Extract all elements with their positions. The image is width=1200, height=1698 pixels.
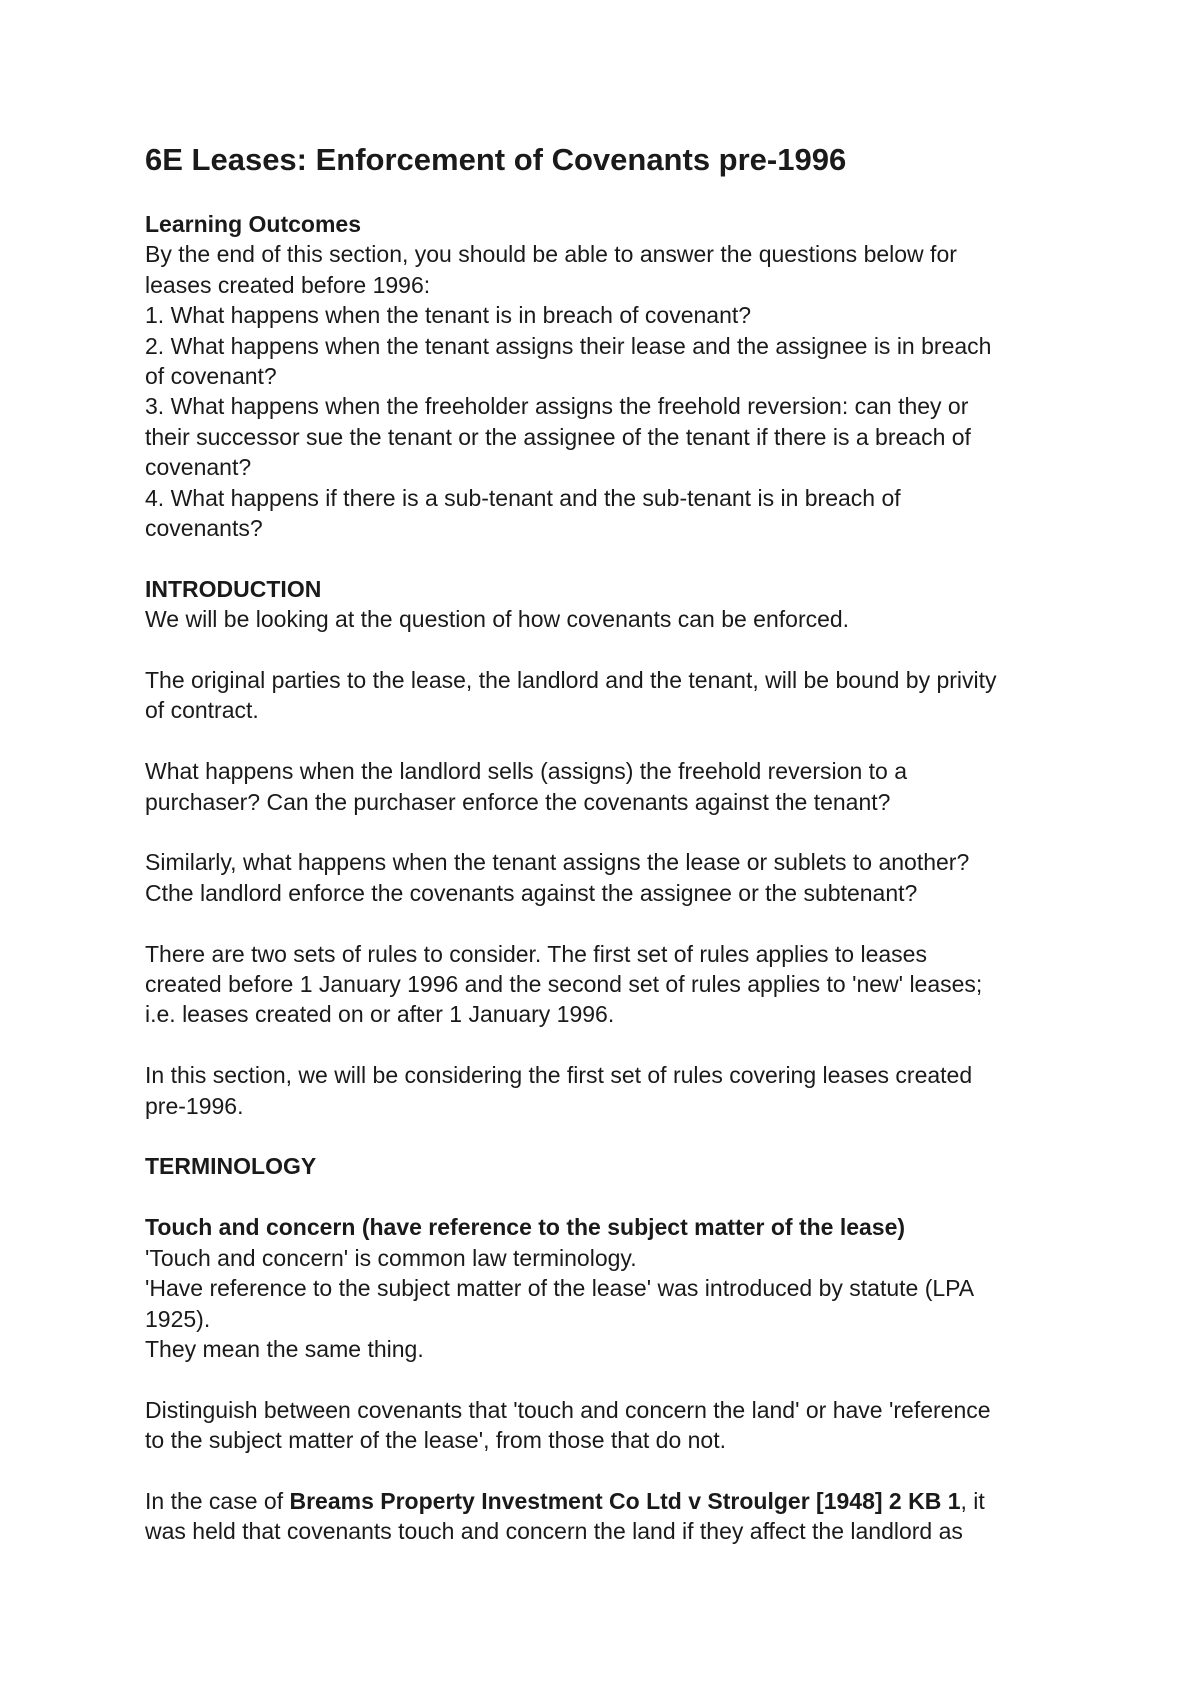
terminology-subheading: Touch and concern (have reference to the subject matter of the lease) [145,1214,906,1241]
paragraph-line: 'Have reference to the subject matter of the lease' was introduced by statute (LPA [145,1275,975,1302]
list-item: 4. What happens if there is a sub-tenant and the sub-tenant is in breach of [145,484,901,511]
paragraph-line: There are two sets of rules to consider. The first set of rules applies to leases [145,940,927,967]
paragraph-gap [145,1364,1065,1394]
introduction-heading: INTRODUCTION [145,575,322,602]
paragraph-line: The original parties to the lease, the landlord and the tenant, will be bound by privity [145,667,997,694]
document-page [145,140,1065,1547]
paragraph-gap [145,726,1065,756]
paragraph-line: In this section, we will be considering the first set of rules covering leases created [145,1062,973,1089]
text-line: covenants? [145,515,263,542]
paragraph-gap [145,1030,1065,1060]
paragraph-line: 1925). [145,1305,211,1332]
terminology-heading: TERMINOLOGY [145,1153,317,1180]
paragraph-line: 'Touch and concern' is common law terminology. [145,1244,637,1271]
text-line: their successor sue the tenant or the assignee of the tenant if there is a breach of [145,423,971,450]
paragraph-gap [145,1182,1065,1212]
learning-outcomes-section [145,209,1065,543]
text-line: of covenant? [145,363,277,390]
text-line: leases created before 1996: [145,271,431,298]
case-intro-text: In the case of [145,1487,290,1514]
page-title: 6E Leases: Enforcement of Covenants pre-1996 [145,142,847,177]
paragraph-line: to the subject matter of the lease', from those that do not. [145,1427,726,1454]
list-item: 2. What happens when the tenant assigns their lease and the assignee is in breach [145,332,992,359]
case-name: Breams Property Investment Co Ltd v Stroulger [1948] 2 KB 1 [289,1487,961,1514]
paragraph-line: They mean the same thing. [145,1335,424,1362]
paragraph-line: We will be looking at the question of how covenants can be enforced. [145,606,850,633]
list-item: 3. What happens when the freeholder assigns the freehold reversion: can they or [145,393,969,420]
paragraph-line: was held that covenants touch and concern the land if they affect the landlord as [145,1518,963,1545]
learning-outcomes-heading: Learning Outcomes [145,211,361,237]
paragraph-gap [145,1121,1065,1151]
paragraph-line: What happens when the landlord sells (assigns) the freehold reversion to a [145,758,907,785]
paragraph-gap [145,1456,1065,1486]
list-item: 1. What happens when the tenant is in breach of covenant? [145,302,752,329]
paragraph-gap [145,908,1065,938]
paragraph-line: Similarly, what happens when the tenant assigns the lease or sublets to another? [145,849,970,876]
case-citation-line [145,1486,1065,1516]
paragraph-line: of contract. [145,697,259,724]
paragraph-line: i.e. leases created on or after 1 January 1996. [145,1001,615,1028]
text-line: By the end of this section, you should be able to answer the questions below for [145,241,957,268]
paragraph-line: Cthe landlord enforce the covenants against the assignee or the subtenant? [145,879,918,906]
case-trailing-text: , it [960,1487,985,1514]
text-line: covenant? [145,454,252,481]
paragraph-gap [145,817,1065,847]
terminology-section [145,1151,1065,1546]
paragraph-line: Distinguish between covenants that 'touch and concern the land' or have 'reference [145,1396,991,1423]
paragraph-line: created before 1 January 1996 and the second set of rules applies to 'new' leases; [145,971,983,998]
paragraph-line: purchaser? Can the purchaser enforce the covenants against the tenant? [145,788,891,815]
paragraph-gap [145,543,1065,573]
introduction-section [145,574,1065,1121]
paragraph-line: pre-1996. [145,1092,244,1119]
paragraph-gap [145,635,1065,665]
